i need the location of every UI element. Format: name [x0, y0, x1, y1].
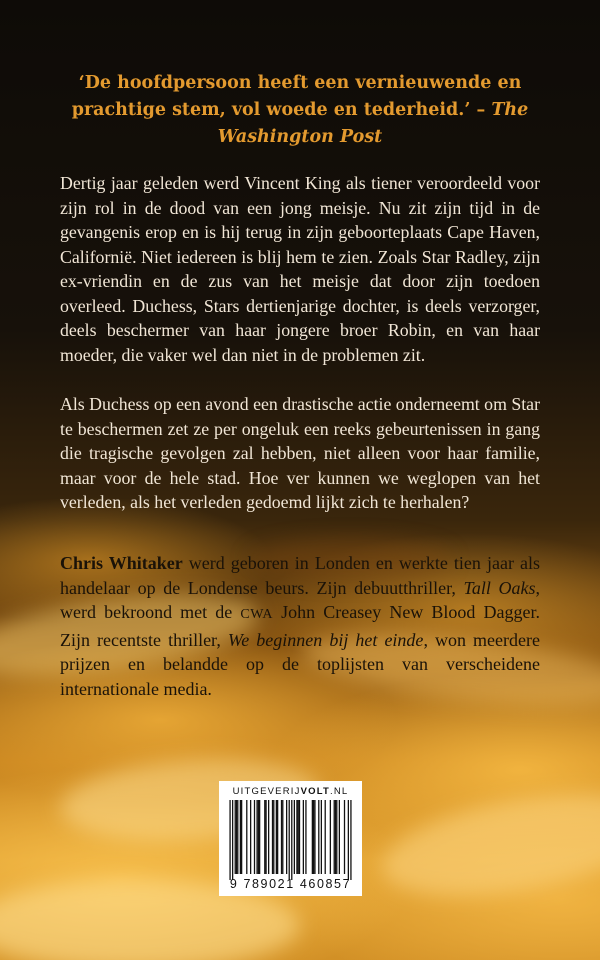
- barcode-bar: [334, 800, 335, 874]
- barcode-bar: [299, 800, 300, 874]
- barcode-bar: [272, 800, 273, 874]
- barcode-bar: [344, 800, 345, 874]
- barcode-bar: [273, 800, 274, 874]
- cloud-shape: [374, 776, 600, 913]
- barcode-bars: [223, 800, 358, 880]
- barcode-bar: [276, 800, 277, 874]
- author-bio-text: , won meerdere prijzen en belandde op de toplijsten van verscheidene internationale media.: [60, 629, 541, 699]
- barcode-bar: [232, 800, 233, 880]
- debut-title: Tall Oaks: [463, 577, 536, 598]
- barcode-bar: [237, 800, 238, 874]
- barcode-bar: [268, 800, 269, 874]
- publisher-name: VOLT: [300, 786, 330, 797]
- press-quote-source: The Washington Post: [217, 100, 529, 147]
- barcode-bar: [250, 800, 251, 874]
- barcode-bar: [321, 800, 322, 874]
- author-bio-text: John Creasey New Blood Dagger. Zijn recentste thriller,: [60, 602, 541, 650]
- barcode-bar: [339, 800, 340, 874]
- barcode-bar: [236, 800, 237, 874]
- barcode-bar: [281, 800, 282, 874]
- publisher-prefix: UITGEVERIJ: [232, 786, 301, 797]
- barcode-bar: [303, 800, 304, 874]
- barcode-bar: [294, 800, 295, 874]
- barcode-bar: [305, 800, 306, 874]
- barcode-bar: [265, 800, 266, 874]
- blurb-paragraph-1: Dertig jaar geleden werd Vincent King als tiener veroordeeld voor zijn rol in de dood van een jong meisje. Nu zit zijn tijd in de gevangenis erop en is hij terug in zijn geboorteplaats Cape Haven, Californië. Niet iedereen is blij hem te zien. Zoals Star Radley, zijn ex-vriendin en de zus van het meisje dat door zijn toedoen overleed. Duchess, Stars dertienjarige dochter, is deels verzorger, deels beschermer van haar jongere broer Robin, en van haar moeder, die vaker wel dan niet in de problemen zit.: [60, 173, 540, 365]
- barcode-bar: [312, 800, 313, 874]
- isbn-number: 9 789021 460857: [229, 877, 352, 891]
- barcode-bar: [277, 800, 278, 874]
- recent-title: We beginnen bij het einde: [227, 629, 424, 650]
- barcode-bar: [335, 800, 336, 874]
- barcode-bar: [291, 800, 292, 880]
- author-bio-text: , werd bekroond met de: [60, 577, 541, 622]
- barcode-bar: [229, 800, 230, 880]
- barcode-bar: [325, 800, 326, 874]
- barcode-bar: [289, 800, 290, 880]
- barcode-bar: [350, 800, 351, 880]
- isbn-barcode: [219, 781, 362, 896]
- barcode-bar: [258, 800, 259, 874]
- barcode-bar: [241, 800, 242, 874]
- barcode-bar: [318, 800, 319, 874]
- award-org: CWA: [240, 607, 274, 622]
- barcode-bar: [286, 800, 287, 874]
- barcode-bar: [259, 800, 260, 874]
- barcode-bar: [256, 800, 257, 874]
- barcode-bar: [348, 800, 349, 880]
- barcode-bar: [282, 800, 283, 874]
- author-bio-text: werd geboren in Londen en werkte tien jaar als handelaar op de Londense beurs. Zijn debuutthriller,: [60, 553, 540, 598]
- barcode-bar: [264, 800, 265, 874]
- barcode-bar: [240, 800, 241, 874]
- barcode-bar: [298, 800, 299, 874]
- publisher-url: [223, 786, 358, 797]
- press-quote-text: ‘De hoofdpersoon heeft een vernieuwende en prachtige stem, vol woede en tederheid.’ –: [71, 73, 522, 120]
- barcode-bar: [296, 800, 297, 874]
- author-name: Chris Whitaker: [60, 553, 183, 573]
- blurb-paragraph-2: Als Duchess op een avond een drastische actie onderneemt om Star te beschermen zet ze per ongeluk een reeks gebeurtenissen in gang die tragische gevolgen zal hebben, niet alleen voor haar familie, maar voor de hele stad. Hoe ver kunnen we weglopen van het verleden, als het verleden gedoemd lijkt zich te herhalen?: [60, 394, 540, 512]
- barcode-bar: [235, 800, 236, 874]
- press-quote: [60, 70, 540, 151]
- barcode-bar: [314, 800, 315, 874]
- author-bio: [60, 551, 540, 701]
- barcode-bar: [336, 800, 337, 874]
- barcode-bar: [246, 800, 247, 874]
- barcode-bar: [330, 800, 331, 874]
- barcode-bar: [254, 800, 255, 874]
- barcode-bar: [313, 800, 314, 874]
- publisher-suffix: .NL: [330, 786, 349, 797]
